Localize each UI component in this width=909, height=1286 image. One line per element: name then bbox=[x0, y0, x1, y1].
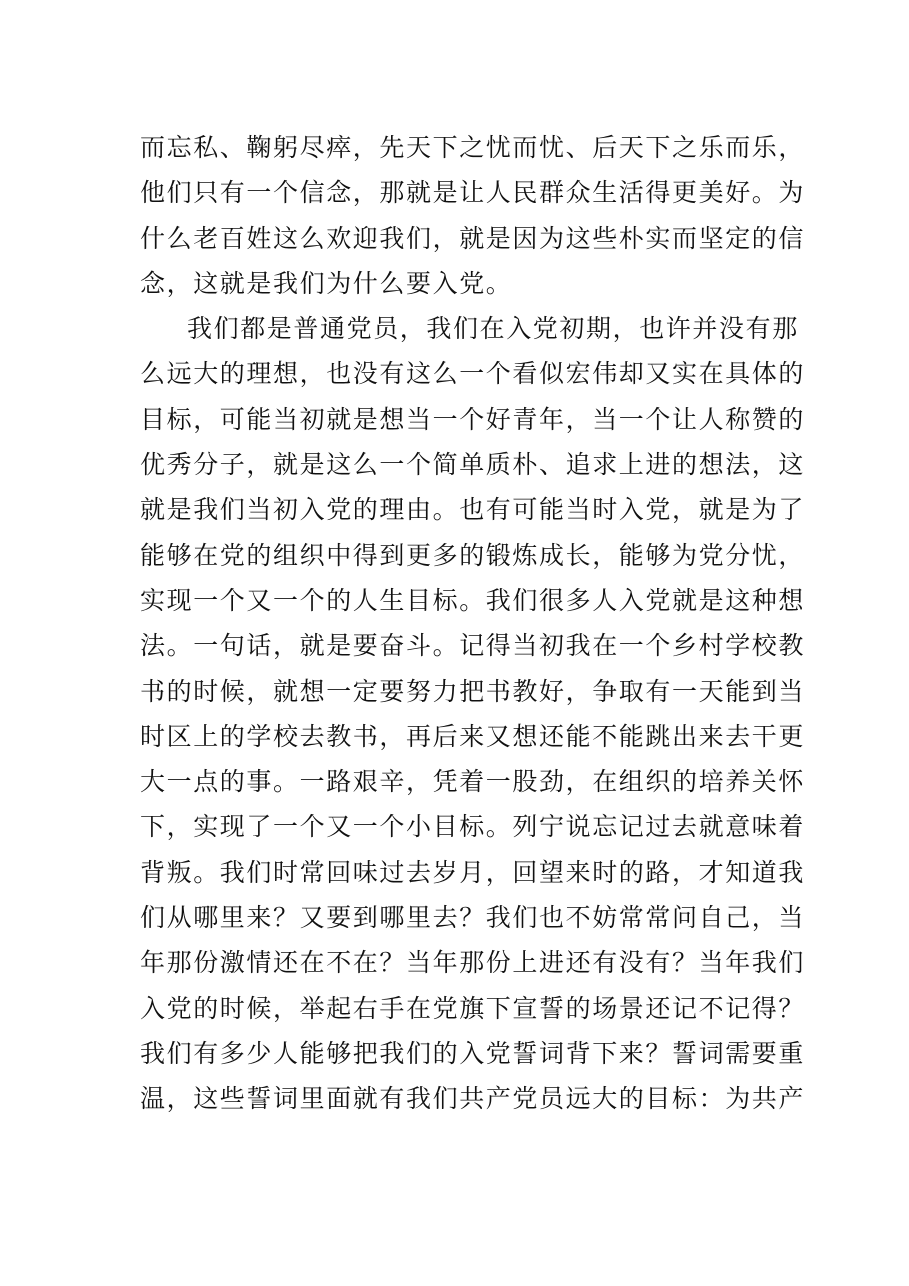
text-line-10: 能够在党的组织中得到更多的锻炼成长，能够为党分忧， bbox=[140, 540, 806, 570]
text-line-16: 下，实现了一个又一个小目标。列宁说忘记过去就意味着 bbox=[140, 812, 806, 842]
text-line-1: 而忘私、鞠躬尽瘁，先天下之忧而忧、后天下之乐而乐， bbox=[140, 133, 806, 162]
text-line-7: 目标，可能当初就是想当一个好青年，当一个让人称赞的 bbox=[140, 404, 806, 434]
text-line-2: 他们只有一个信念，那就是让人民群众生活得更美好。为 bbox=[140, 178, 806, 208]
text-line-17: 背叛。我们时常回味过去岁月，回望来时的路，才知道我 bbox=[140, 857, 806, 887]
text-line-20: 入党的时候，举起右手在党旗下宣誓的场景还记不记得？ bbox=[140, 993, 806, 1023]
text-line-6: 么远大的理想，也没有这么一个看似宏伟却又实在具体的 bbox=[140, 359, 806, 389]
text-line-22: 温，这些誓词里面就有我们共产党员远大的目标：为共产 bbox=[140, 1084, 806, 1114]
text-line-4: 念，这就是我们为什么要入党。 bbox=[140, 268, 513, 298]
body-text bbox=[140, 125, 806, 1122]
text-line-19: 年那份激情还在不在？当年那份上进还有没有？当年我们 bbox=[140, 948, 806, 978]
text-line-12: 法。一句话，就是要奋斗。记得当初我在一个乡村学校教 bbox=[140, 631, 806, 661]
text-line-13: 书的时候，就想一定要努力把书教好，争取有一天能到当 bbox=[140, 676, 806, 706]
text-line-3: 什么老百姓这么欢迎我们，就是因为这些朴实而坚定的信 bbox=[140, 223, 806, 253]
text-line-21: 我们有多少人能够把我们的入党誓词背下来？誓词需要重 bbox=[140, 1038, 806, 1068]
text-line-9: 就是我们当初入党的理由。也有可能当时入党，就是为了 bbox=[140, 495, 806, 525]
text-line-15: 大一点的事。一路艰辛，凭着一股劲，在组织的培养关怀 bbox=[140, 767, 806, 797]
text-line-8: 优秀分子，就是这么一个简单质朴、追求上进的想法，这 bbox=[140, 450, 806, 480]
text-line-5: 我们都是普通党员，我们在入党初期，也许并没有那 bbox=[187, 314, 799, 344]
text-line-14: 时区上的学校去教书，再后来又想还能不能跳出来去干更 bbox=[140, 721, 806, 751]
text-line-18: 们从哪里来？又要到哪里去？我们也不妨常常问自己，当 bbox=[140, 903, 806, 933]
text-line-11: 实现一个又一个的人生目标。我们很多人入党就是这种想 bbox=[140, 585, 806, 615]
